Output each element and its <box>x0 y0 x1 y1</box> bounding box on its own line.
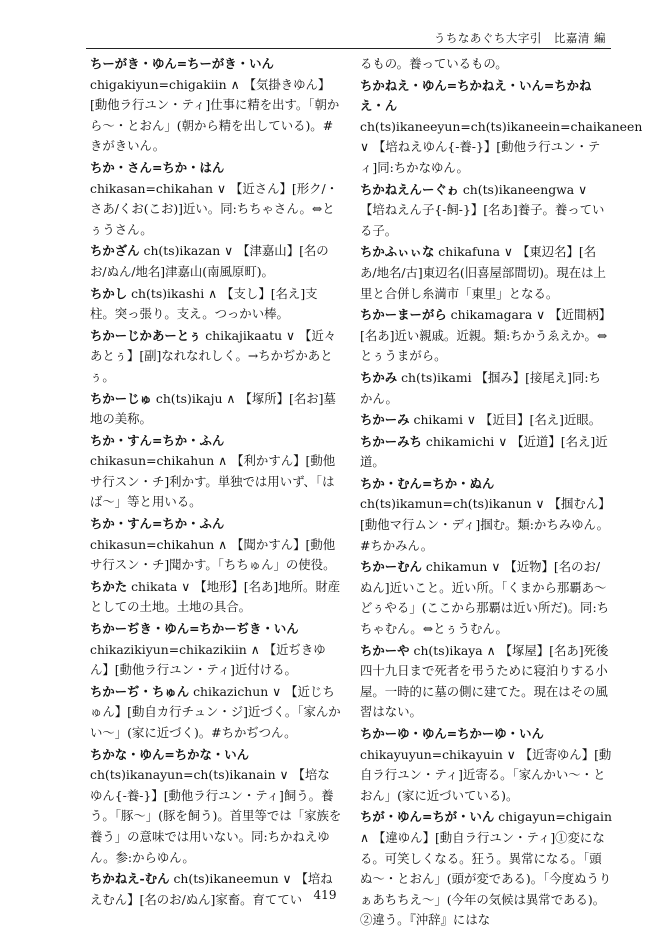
dictionary-entry <box>90 577 342 618</box>
entry-definition: ch(ts)ikami 【掴み】[接尾え]同:ちかん。 <box>360 369 601 406</box>
entry-headword: ちかーみち <box>360 433 422 449</box>
entry-definition: ch(ts)ikaneeyun=ch(ts)ikaneein=chaikaneen ∨ 【培ねえゆん{-養-}】[動他ラ行ユン・ティ]同:ちかなゆん。 <box>360 118 643 175</box>
entry-headword: ちかし <box>90 285 128 301</box>
entry-definition: chikayuyun=chikayuin ∨ 【近寄ゆん】[動自ラ行ユン・ティ]近寄る。「家んかい～・とおん」(家に近づいている)。 <box>360 746 612 803</box>
dictionary-entry <box>90 158 342 240</box>
page-number: 419 <box>313 888 337 902</box>
entry-definition: ch(ts)ikaju ∧ 【塚所】[名お]墓地の美称。 <box>90 390 336 427</box>
dictionary-entry <box>360 724 612 806</box>
entry-definition: ch(ts)ikaneemun ∨ 【培ねえむん】[名のお/ぬん]家畜。育ててい <box>90 871 333 907</box>
entry-headword: ちかーじかあーとぅ <box>90 327 202 343</box>
running-title: うちなあぐち大字引 比嘉清 編 <box>433 31 606 45</box>
dictionary-entry <box>90 514 342 576</box>
dictionary-entry <box>90 284 342 325</box>
entry-headword: ちかーみ <box>360 412 410 428</box>
entry-headword: ちが・ゆん=ちが・いん <box>360 809 495 825</box>
entry-headword: ちーがき・ゆん=ちーがき・いん <box>90 56 274 71</box>
left-column <box>90 54 342 911</box>
entry-headword: ちかーまーがら <box>360 307 447 323</box>
entry-definition: chikamichi ∨ 【近道】[名え]近道。 <box>360 433 608 470</box>
dictionary-entry <box>360 54 612 75</box>
entry-headword: ちかみ <box>360 369 398 385</box>
dictionary-entry <box>360 410 612 431</box>
dictionary-entry <box>360 807 612 931</box>
entry-definition: chigayun=chigain ∧ 【違ゆん】[動自ラ行ユン・ティ]①変になる。可笑しくなる。狂う。異常になる。「頭ぬ～・とおん」(頭が変である)。「今度ぬうりぁあちちえ～」(今年の気候は異常である)。②違う。『沖辞』にはな <box>360 809 612 928</box>
entry-definition: chikasun=chikahun ∧ 【利かすん】[動他サ行スン・チ]利かす。単独では用いず、「はば～」等と用いる。 <box>90 453 336 510</box>
dictionary-entry <box>90 619 342 681</box>
entry-headword: ちかーぢ・ちゅん <box>90 683 190 699</box>
entry-headword: ちか・すん=ちか・ふん <box>90 516 225 532</box>
entry-definition: ch(ts)ikaneengwa ∨ 【培ねえん子{-飼-}】[名あ]養子。養っている子。 <box>360 181 605 238</box>
dictionary-entry <box>360 432 612 473</box>
entry-definition: chikasan=chikahan ∨ 【近さん】[形ク/・さあ/くお(こお)]近い。同:ちちゃさん。⇔とぅうさん。 <box>90 180 339 237</box>
dictionary-entry <box>360 557 612 639</box>
entry-headword: ちかな・ゆん=ちかな・いん <box>90 746 250 762</box>
entry-definition: chikasun=chikahun ∧ 【聞かすん】[動他サ行スン・チ]聞かす。「ちちゅん」の使役。 <box>90 536 336 573</box>
entry-definition: chikazikiyun=chikazikiin ∧ 【近ぢきゆん】[動他ラ行ユン・ティ]近付ける。 <box>90 641 326 678</box>
entry-definition: chikami ∨ 【近目】[名え]近眼。 <box>409 412 602 428</box>
entry-definition: chigakiyun=chigakiin ∧ 【気掛きゆん】[動他ラ行ユン・ティ]仕事に精を出す。「朝から～・とおん」(朝から精を出している)。#きがきいん。 <box>90 76 340 154</box>
entry-definition: ch(ts)ikanayun=ch(ts)ikanain ∨ 【培なゆん{-養-}】[動他ラ行ユン・ティ]飼う。養う。「豚～」(豚を飼う)。首里等では「家族を養う」の意味では用いない。同:ちかねえゆん。参:からゆん。 <box>90 767 342 865</box>
dictionary-entry <box>90 389 342 430</box>
entry-headword: ちかーゆ・ゆん=ちかーゆ・いん <box>360 726 544 741</box>
entry-headword: ちかねえ-むん <box>90 871 170 887</box>
entry-definition: ch(ts)ikashi ∧ 【支し】[名え]支柱。突っ張り。支え。つっかい棒。 <box>90 285 318 322</box>
entry-definition: ch(ts)ikazan ∨ 【津嘉山】[名のお/ぬん/地名]津嘉山(南風原町)。 <box>90 243 329 279</box>
dictionary-entry <box>360 305 612 367</box>
entry-headword: ちかねえんーぐゎ <box>360 181 459 197</box>
dictionary-entry <box>90 326 342 388</box>
entry-definition: chikamun ∨ 【近物】[名のお/ぬん]近いこと。近い所。「くまから那覇あ～どぅやる」(ここから那覇は近い所だ)。同:ちちゃむん。⇔とぅうむん。 <box>360 559 610 637</box>
entry-definition: chikajikaatu ∨ 【近々あとぅ】[副]なれなれしく。→ちかぢかあとぅ。 <box>90 327 337 384</box>
dictionary-entry <box>90 54 342 157</box>
entry-definition: chikata ∨ 【地形】[名あ]地所。財産としての土地。土地の具合。 <box>90 578 341 615</box>
dictionary-entry <box>360 76 643 179</box>
entry-headword: ちかふぃぃな <box>360 244 435 260</box>
entry-headword: ちかた <box>90 578 128 594</box>
right-column <box>360 54 643 932</box>
entry-headword: ちか・むん=ちか・ぬん <box>360 475 495 491</box>
dictionary-entry <box>360 474 612 556</box>
entry-definition: chikazichun ∨ 【近じちゅん】[動自カ行チュン・ジ]近づく。「家んかい～」(家に近づく)。#ちかぢつん。 <box>90 683 341 740</box>
dictionary-entry <box>90 682 342 744</box>
entry-definition: るもの。養っているもの。 <box>360 56 508 71</box>
entry-headword: ちかざん <box>90 243 140 259</box>
dictionary-entry <box>90 745 342 869</box>
entry-definition: ch(ts)ikaya ∧ 【塚屋】[名あ]死後四十九日まで死者を弔うために寝泊りする小屋。一時的に墓の側に建てた。現在はその風習はない。 <box>360 642 609 720</box>
entry-headword: ちかーむん <box>360 559 422 575</box>
entry-definition: chikafuna ∨ 【東辺名】[名あ/地名/古]東辺名(旧喜屋部間切)。現在は上里と合併し糸満市「東里」となる。 <box>360 244 606 301</box>
entry-headword: ちかーじゅ <box>90 390 152 406</box>
dictionary-entry <box>90 241 342 282</box>
entry-headword: ちかねえ・ゆん=ちかねえ・いん=ちかねえ・ん <box>360 77 592 114</box>
entry-definition: ch(ts)ikamun=ch(ts)ikanun ∨ 【掴むん】[動他マ行ムン・ディ]掴む。類:かちみゆん。#ちかみん。 <box>360 496 611 553</box>
entry-headword: ちか・すん=ちか・ふん <box>90 432 225 448</box>
header-rule <box>86 48 611 49</box>
dictionary-entry <box>360 641 612 723</box>
entry-headword: ちかーぢき・ゆん=ちかーぢき・いん <box>90 621 299 637</box>
dictionary-entry <box>360 242 612 304</box>
entry-headword: ちか・さん=ちか・はん <box>90 159 225 175</box>
dictionary-entry <box>90 431 342 513</box>
dictionary-entry <box>360 180 612 242</box>
dictionary-entry <box>360 368 612 409</box>
entry-definition: chikamagara ∨ 【近間柄】[名あ]近い親戚。近親。類:ちかうゑえか。⇔とぅうまがら。 <box>360 307 612 364</box>
entry-headword: ちかーや <box>360 642 410 658</box>
